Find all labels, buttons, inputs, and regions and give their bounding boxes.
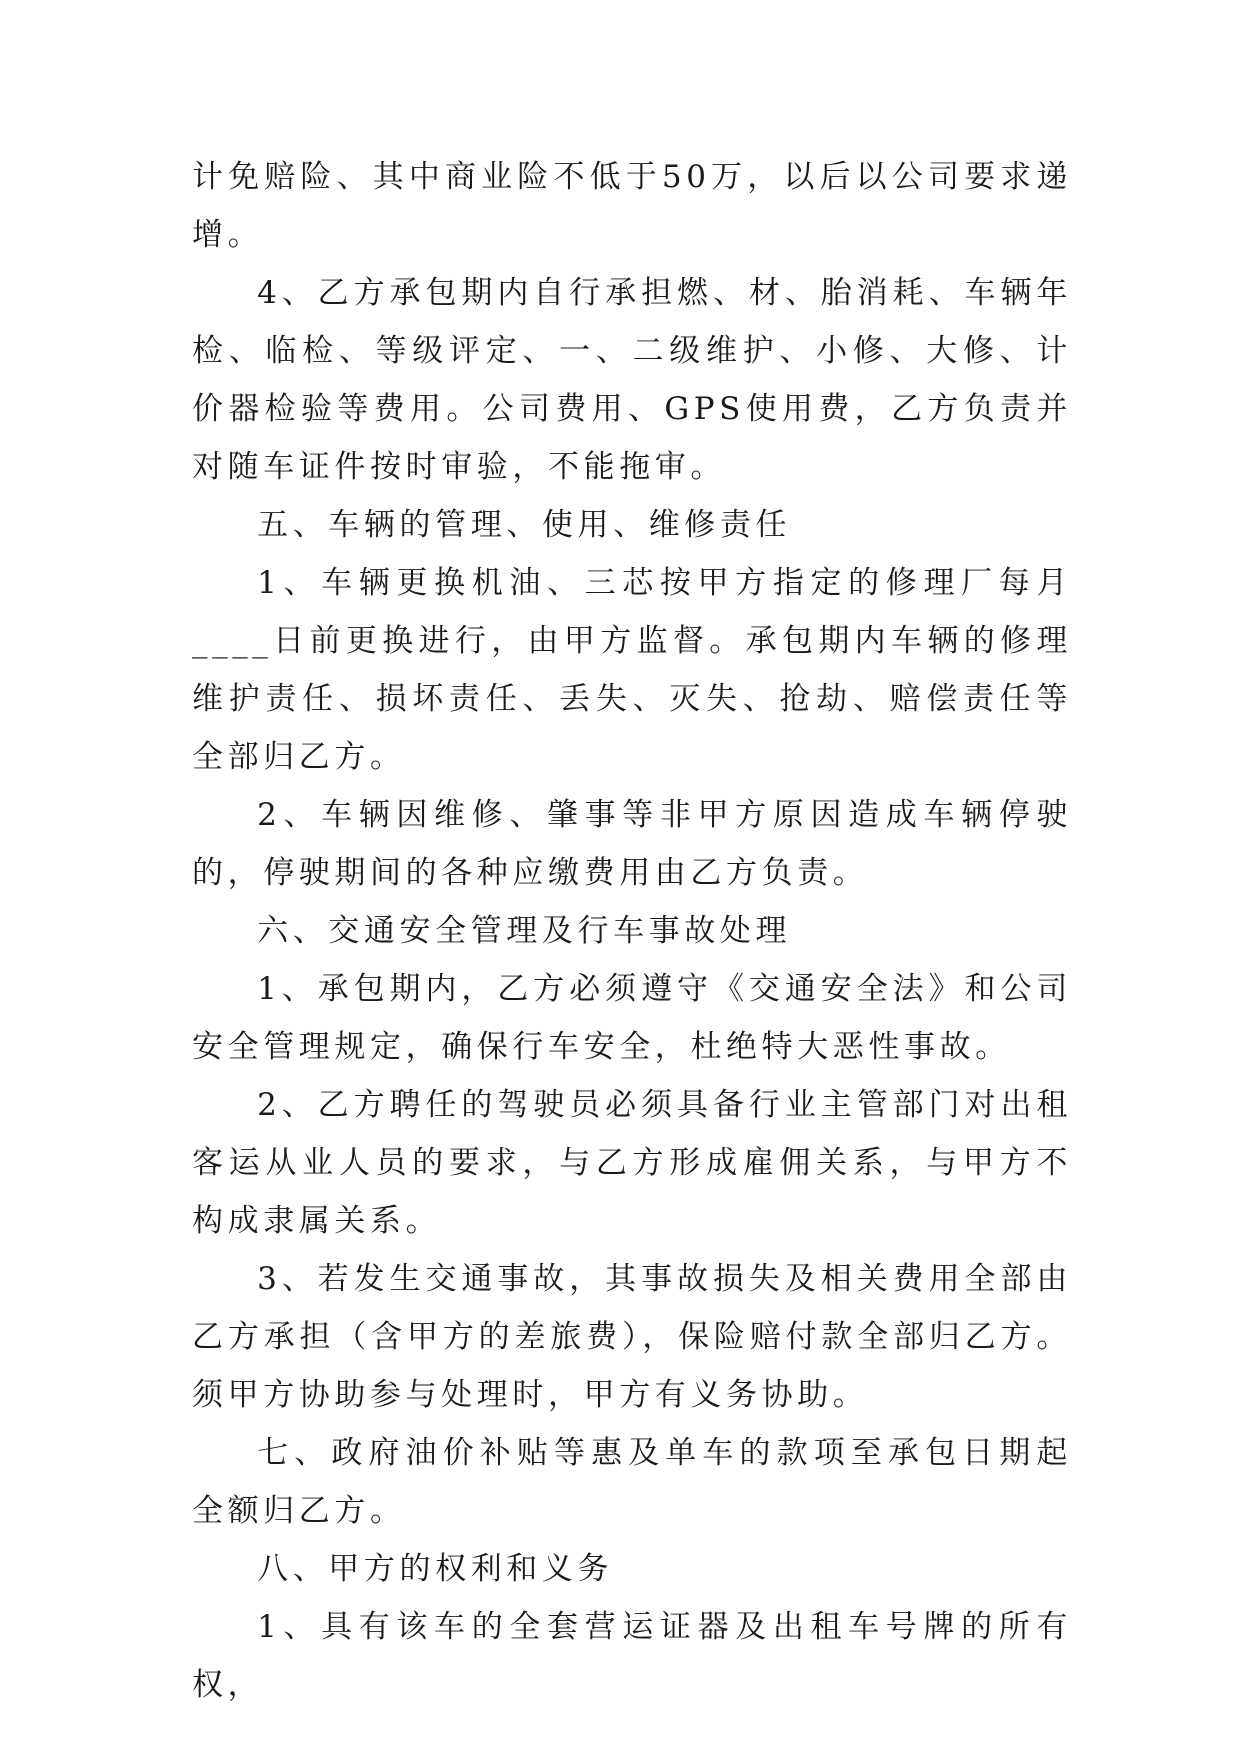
paragraph-clause-6-2: 2、乙方聘任的驾驶员必须具备行业主管部门对出租客运从业人员的要求，与乙方形成雇佣关系，与甲方不构成隶属关系。 [192,1087,1072,1239]
section-heading-7: 七、政府油价补贴等惠及单车的款项至承包日期起全额归乙方。 [192,1435,1072,1529]
paragraph-clause-6-1: 1、承包期内，乙方必须遵守《交通安全法》和公司安全管理规定，确保行车安全，杜绝特大恶性事故。 [192,971,1072,1065]
section-heading-6: 六、交通安全管理及行车事故处理 [257,913,792,949]
paragraph-insurance-continuation: 计免赔险、其中商业险不低于50万，以后以公司要求递增。 [192,159,1072,253]
section-heading-5: 五、车辆的管理、使用、维修责任 [257,507,792,543]
document-page [192,148,1072,1714]
paragraph-clause-5-1: 1、车辆更换机油、三芯按甲方指定的修理厂每月____日前更换进行，由甲方监督。承包期内车辆的修理维护责任、损坏责任、丢失、灭失、抢劫、赔偿责任等全部归乙方。 [192,565,1072,775]
paragraph-clause-4-costs: 4、乙方承包期内自行承担燃、材、胎消耗、车辆年检、临检、等级评定、一、二级维护、小修、大修、计价器检验等费用。公司费用、GPS使用费，乙方负责并对随车证件按时审验，不能拖审。 [192,275,1072,485]
paragraph-clause-6-3: 3、若发生交通事故，其事故损失及相关费用全部由乙方承担（含甲方的差旅费），保险赔付款全部归乙方。须甲方协助参与处理时，甲方有义务协助。 [192,1261,1072,1413]
section-heading-8: 八、甲方的权利和义务 [257,1551,614,1587]
paragraph-clause-8-1: 1、具有该车的全套营运证器及出租车号牌的所有权， [192,1609,1072,1703]
paragraph-clause-5-2: 2、车辆因维修、肇事等非甲方原因造成车辆停驶的，停驶期间的各种应缴费用由乙方负责。 [192,797,1072,891]
